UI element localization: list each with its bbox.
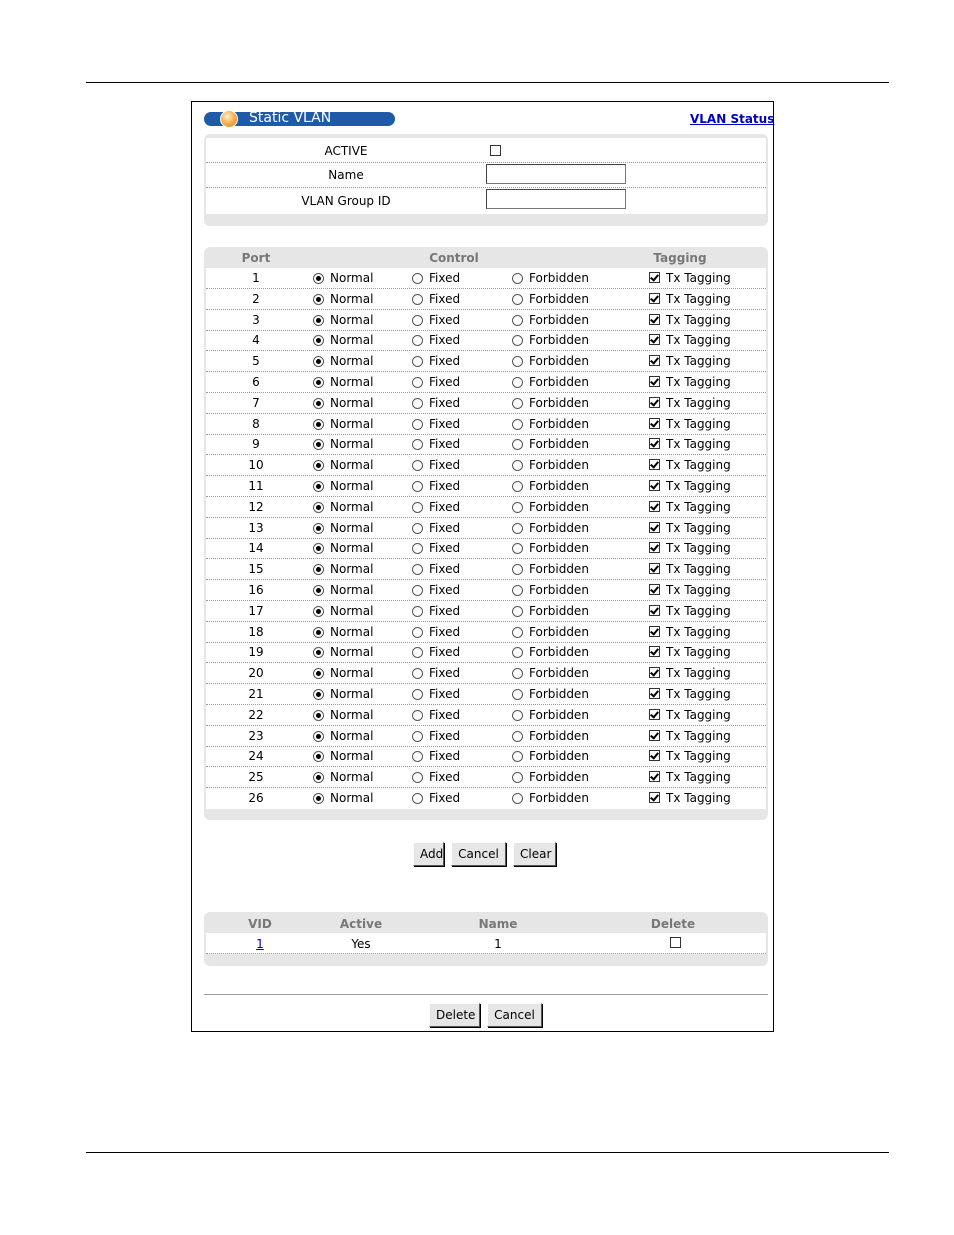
tx-tagging-checkbox[interactable] — [649, 272, 660, 283]
fixed-label: Fixed — [429, 354, 461, 369]
fixed-label: Fixed — [429, 749, 461, 764]
fixed-radio[interactable] — [412, 627, 423, 638]
port-row — [206, 746, 766, 767]
forbidden-label: Forbidden — [529, 541, 589, 556]
normal-radio[interactable] — [313, 502, 324, 513]
port-number: 4 — [252, 333, 260, 348]
forbidden-radio[interactable] — [512, 585, 523, 596]
vlan-name-value: 1 — [494, 937, 502, 951]
vlan-form-panel — [204, 134, 768, 226]
fixed-label: Fixed — [429, 479, 461, 493]
group-id-row — [206, 187, 766, 213]
port-row — [206, 705, 766, 726]
fixed-radio[interactable] — [412, 523, 423, 534]
cancel-button[interactable]: Cancel — [451, 842, 506, 866]
forbidden-label: Forbidden — [529, 583, 589, 597]
fixed-radio[interactable] — [412, 439, 423, 450]
port-number: 25 — [248, 770, 264, 785]
active-label: ACTIVE — [324, 144, 368, 158]
tx-tagging-label: Tx Tagging — [666, 624, 731, 639]
fixed-label: Fixed — [429, 562, 461, 577]
tx-tagging-label: Tx Tagging — [666, 707, 731, 722]
tx-tagging-checkbox[interactable] — [649, 542, 660, 553]
fixed-radio[interactable] — [412, 335, 423, 346]
forbidden-radio[interactable] — [512, 647, 523, 658]
normal-label: Normal — [330, 624, 374, 639]
forbidden-radio[interactable] — [512, 793, 523, 804]
tx-tagging-checkbox[interactable] — [649, 792, 660, 803]
tx-tagging-label: Tx Tagging — [666, 354, 731, 369]
forbidden-label: Forbidden — [529, 791, 589, 805]
tx-tagging-label: Tx Tagging — [666, 666, 731, 681]
normal-label: Normal — [330, 666, 374, 681]
vid-link[interactable]: 1 — [256, 937, 264, 951]
normal-label: Normal — [330, 333, 374, 348]
port-row — [206, 497, 766, 518]
tx-tagging-checkbox[interactable] — [649, 730, 660, 741]
fixed-radio[interactable] — [412, 793, 423, 804]
tx-tagging-label: Tx Tagging — [666, 687, 731, 701]
normal-radio[interactable] — [313, 419, 324, 430]
tx-tagging-label: Tx Tagging — [666, 645, 731, 660]
tx-tagging-checkbox[interactable] — [649, 438, 660, 449]
forbidden-label: Forbidden — [529, 437, 589, 452]
normal-label: Normal — [330, 791, 374, 805]
normal-radio[interactable] — [313, 460, 324, 471]
fixed-radio[interactable] — [412, 315, 423, 326]
forbidden-radio[interactable] — [512, 356, 523, 367]
forbidden-label: Forbidden — [529, 645, 589, 660]
port-row — [206, 268, 766, 289]
tx-tagging-checkbox[interactable] — [649, 355, 660, 366]
forbidden-label: Forbidden — [529, 271, 589, 285]
tx-tagging-label: Tx Tagging — [666, 437, 731, 452]
port-number: 18 — [248, 624, 264, 639]
port-number: 8 — [252, 416, 260, 431]
port-row — [206, 767, 766, 788]
normal-label: Normal — [330, 291, 374, 306]
tx-tagging-label: Tx Tagging — [666, 728, 731, 743]
tx-tagging-checkbox[interactable] — [649, 771, 660, 782]
fixed-label: Fixed — [429, 437, 461, 452]
forbidden-radio[interactable] — [512, 315, 523, 326]
control-column-header: Control — [429, 251, 479, 265]
page-top-rule — [86, 82, 889, 83]
fixed-radio[interactable] — [412, 481, 423, 492]
forbidden-label: Forbidden — [529, 499, 589, 514]
tx-tagging-checkbox[interactable] — [649, 376, 660, 387]
tx-tagging-checkbox[interactable] — [649, 501, 660, 512]
fixed-label: Fixed — [429, 687, 461, 701]
port-number: 10 — [248, 458, 264, 473]
normal-label: Normal — [330, 395, 374, 410]
normal-radio[interactable] — [313, 356, 324, 367]
port-number: 22 — [248, 707, 264, 722]
clear-button[interactable]: Clear — [513, 842, 556, 866]
delete-button[interactable]: Delete — [429, 1003, 480, 1027]
tx-tagging-label: Tx Tagging — [666, 458, 731, 473]
normal-label: Normal — [330, 354, 374, 369]
delete-column-header: Delete — [650, 917, 696, 931]
forbidden-label: Forbidden — [529, 458, 589, 473]
fixed-radio[interactable] — [412, 294, 423, 305]
port-row — [206, 559, 766, 580]
fixed-label: Fixed — [429, 645, 461, 660]
fixed-radio[interactable] — [412, 564, 423, 575]
tx-tagging-checkbox[interactable] — [649, 688, 660, 699]
tx-tagging-checkbox[interactable] — [649, 314, 660, 325]
port-number: 2 — [252, 291, 260, 306]
tx-tagging-label: Tx Tagging — [666, 479, 731, 493]
tx-tagging-label: Tx Tagging — [666, 271, 731, 285]
port-number: 15 — [248, 562, 264, 577]
normal-label: Normal — [330, 687, 374, 701]
normal-label: Normal — [330, 375, 374, 389]
fixed-label: Fixed — [429, 291, 461, 306]
forbidden-label: Forbidden — [529, 333, 589, 348]
vid-column-header: VID — [248, 917, 272, 931]
normal-label: Normal — [330, 541, 374, 556]
tx-tagging-label: Tx Tagging — [666, 375, 731, 389]
tx-tagging-label: Tx Tagging — [666, 312, 731, 327]
tx-tagging-checkbox[interactable] — [649, 563, 660, 574]
vlan-group-id-label: VLAN Group ID — [301, 194, 391, 208]
forbidden-radio[interactable] — [512, 689, 523, 700]
port-row — [206, 601, 766, 622]
name-row — [206, 162, 766, 188]
forbidden-label: Forbidden — [529, 291, 589, 306]
normal-label: Normal — [330, 520, 374, 535]
normal-label: Normal — [330, 458, 374, 473]
tx-tagging-checkbox[interactable] — [649, 418, 660, 429]
tx-tagging-label: Tx Tagging — [666, 333, 731, 348]
fixed-label: Fixed — [429, 458, 461, 473]
forbidden-radio[interactable] — [512, 294, 523, 305]
normal-radio[interactable] — [313, 398, 324, 409]
forbidden-radio[interactable] — [512, 273, 523, 284]
fixed-label: Fixed — [429, 541, 461, 556]
port-row — [206, 538, 766, 559]
fixed-label: Fixed — [429, 312, 461, 327]
tx-tagging-label: Tx Tagging — [666, 541, 731, 556]
page-title: Static VLAN — [249, 110, 332, 126]
fixed-label: Fixed — [429, 791, 461, 805]
fixed-radio[interactable] — [412, 543, 423, 554]
tx-tagging-checkbox[interactable] — [649, 522, 660, 533]
fixed-label: Fixed — [429, 333, 461, 348]
forbidden-label: Forbidden — [529, 728, 589, 743]
normal-radio[interactable] — [313, 627, 324, 638]
tx-tagging-label: Tx Tagging — [666, 291, 731, 306]
fixed-radio[interactable] — [412, 419, 423, 430]
normal-label: Normal — [330, 645, 374, 660]
vlan-row — [206, 933, 766, 954]
forbidden-radio[interactable] — [512, 419, 523, 430]
forbidden-radio[interactable] — [512, 481, 523, 492]
forbidden-label: Forbidden — [529, 354, 589, 369]
ports-table-body — [206, 268, 766, 809]
fixed-label: Fixed — [429, 666, 461, 681]
ports-panel — [204, 247, 768, 820]
forbidden-label: Forbidden — [529, 707, 589, 722]
normal-radio[interactable] — [313, 710, 324, 721]
port-row — [206, 726, 766, 747]
normal-label: Normal — [330, 770, 374, 785]
fixed-label: Fixed — [429, 728, 461, 743]
forbidden-label: Forbidden — [529, 520, 589, 535]
forbidden-radio[interactable] — [512, 377, 523, 388]
vlan-status-link[interactable]: VLAN Status — [690, 112, 775, 126]
fixed-label: Fixed — [429, 603, 461, 618]
port-number: 13 — [248, 520, 264, 535]
forbidden-radio[interactable] — [512, 751, 523, 762]
fixed-radio[interactable] — [412, 377, 423, 388]
forbidden-radio[interactable] — [512, 772, 523, 783]
fixed-label: Fixed — [429, 707, 461, 722]
active-checkbox[interactable] — [490, 145, 501, 156]
normal-label: Normal — [330, 479, 374, 493]
port-row — [206, 455, 766, 476]
forbidden-label: Forbidden — [529, 770, 589, 785]
normal-radio[interactable] — [313, 335, 324, 346]
forbidden-radio[interactable] — [512, 335, 523, 346]
forbidden-radio[interactable] — [512, 606, 523, 617]
normal-radio[interactable] — [313, 523, 324, 534]
port-row — [206, 393, 766, 414]
port-number: 3 — [252, 312, 260, 327]
tx-tagging-checkbox[interactable] — [649, 584, 660, 595]
forbidden-label: Forbidden — [529, 687, 589, 701]
tx-tagging-label: Tx Tagging — [666, 499, 731, 514]
active-column-header: Active — [339, 917, 383, 931]
port-number: 24 — [248, 749, 264, 764]
fixed-radio[interactable] — [412, 751, 423, 762]
title-bar — [204, 112, 395, 126]
port-number: 16 — [248, 583, 264, 597]
normal-label: Normal — [330, 562, 374, 577]
normal-radio[interactable] — [313, 668, 324, 679]
tx-tagging-label: Tx Tagging — [666, 770, 731, 785]
port-row — [206, 289, 766, 310]
tx-tagging-checkbox[interactable] — [649, 709, 660, 720]
normal-label: Normal — [330, 603, 374, 618]
port-row — [206, 788, 766, 808]
fixed-label: Fixed — [429, 395, 461, 410]
tx-tagging-label: Tx Tagging — [666, 395, 731, 410]
forbidden-radio[interactable] — [512, 710, 523, 721]
forbidden-label: Forbidden — [529, 312, 589, 327]
port-column-header: Port — [241, 251, 271, 265]
port-number: 17 — [248, 603, 264, 618]
name-label: Name — [328, 168, 364, 182]
port-row — [206, 434, 766, 455]
forbidden-radio[interactable] — [512, 731, 523, 742]
normal-label: Normal — [330, 583, 374, 597]
port-number: 21 — [248, 687, 264, 701]
fixed-label: Fixed — [429, 499, 461, 514]
vlan-active-value: Yes — [351, 937, 371, 951]
fixed-radio[interactable] — [412, 668, 423, 679]
normal-radio[interactable] — [313, 772, 324, 783]
forbidden-radio[interactable] — [512, 627, 523, 638]
fixed-radio[interactable] — [412, 460, 423, 471]
port-row — [206, 310, 766, 331]
normal-radio[interactable] — [313, 689, 324, 700]
tx-tagging-label: Tx Tagging — [666, 562, 731, 577]
vlan-list-panel — [204, 912, 768, 966]
bottom-cancel-button[interactable]: Cancel — [487, 1003, 542, 1027]
active-row — [206, 138, 766, 163]
port-number: 12 — [248, 499, 264, 514]
port-row — [206, 580, 766, 601]
forbidden-label: Forbidden — [529, 603, 589, 618]
port-number: 9 — [252, 437, 260, 452]
normal-label: Normal — [330, 416, 374, 431]
port-number: 6 — [252, 375, 260, 389]
normal-label: Normal — [330, 499, 374, 514]
forbidden-radio[interactable] — [512, 439, 523, 450]
normal-radio[interactable] — [313, 481, 324, 492]
fixed-radio[interactable] — [412, 502, 423, 513]
delete-checkbox[interactable] — [670, 937, 681, 948]
normal-radio[interactable] — [313, 731, 324, 742]
forbidden-radio[interactable] — [512, 543, 523, 554]
forbidden-label: Forbidden — [529, 479, 589, 493]
fixed-label: Fixed — [429, 583, 461, 597]
port-row — [206, 622, 766, 643]
normal-label: Normal — [330, 271, 374, 285]
fixed-radio[interactable] — [412, 731, 423, 742]
port-number: 20 — [248, 666, 264, 681]
fixed-radio[interactable] — [412, 356, 423, 367]
port-number: 7 — [252, 395, 260, 410]
normal-radio[interactable] — [313, 606, 324, 617]
tx-tagging-checkbox[interactable] — [649, 480, 660, 491]
name-input[interactable] — [486, 164, 626, 184]
forbidden-radio[interactable] — [512, 460, 523, 471]
port-row — [206, 476, 766, 497]
normal-radio[interactable] — [313, 564, 324, 575]
normal-radio[interactable] — [313, 439, 324, 450]
vlan-group-id-input[interactable] — [486, 189, 626, 209]
fixed-radio[interactable] — [412, 398, 423, 409]
fixed-label: Fixed — [429, 375, 461, 389]
normal-radio[interactable] — [313, 647, 324, 658]
tx-tagging-checkbox[interactable] — [649, 626, 660, 637]
normal-radio[interactable] — [313, 377, 324, 388]
normal-radio[interactable] — [313, 793, 324, 804]
tx-tagging-label: Tx Tagging — [666, 520, 731, 535]
fixed-radio[interactable] — [412, 647, 423, 658]
port-row — [206, 372, 766, 393]
normal-label: Normal — [330, 437, 374, 452]
forbidden-label: Forbidden — [529, 749, 589, 764]
tx-tagging-checkbox[interactable] — [649, 334, 660, 345]
normal-radio[interactable] — [313, 543, 324, 554]
forbidden-label: Forbidden — [529, 666, 589, 681]
fixed-label: Fixed — [429, 520, 461, 535]
forbidden-label: Forbidden — [529, 624, 589, 639]
port-number: 23 — [248, 728, 264, 743]
port-row — [206, 330, 766, 351]
tx-tagging-label: Tx Tagging — [666, 749, 731, 764]
fixed-label: Fixed — [429, 770, 461, 785]
forbidden-label: Forbidden — [529, 395, 589, 410]
fixed-radio[interactable] — [412, 606, 423, 617]
tx-tagging-label: Tx Tagging — [666, 791, 731, 805]
forbidden-radio[interactable] — [512, 564, 523, 575]
port-number: 14 — [248, 541, 264, 556]
fixed-radio[interactable] — [412, 689, 423, 700]
name-column-header: Name — [478, 917, 518, 931]
forbidden-label: Forbidden — [529, 416, 589, 431]
fixed-label: Fixed — [429, 416, 461, 431]
forbidden-label: Forbidden — [529, 375, 589, 389]
port-row — [206, 663, 766, 684]
normal-radio[interactable] — [313, 585, 324, 596]
port-row — [206, 684, 766, 705]
tx-tagging-checkbox[interactable] — [649, 459, 660, 470]
port-number: 26 — [248, 791, 264, 805]
tx-tagging-checkbox[interactable] — [649, 646, 660, 657]
tx-tagging-checkbox[interactable] — [649, 605, 660, 616]
normal-label: Normal — [330, 312, 374, 327]
normal-label: Normal — [330, 728, 374, 743]
port-row — [206, 414, 766, 435]
port-row — [206, 351, 766, 372]
tx-tagging-checkbox[interactable] — [649, 667, 660, 678]
add-button[interactable]: Add — [413, 842, 444, 866]
port-row — [206, 642, 766, 663]
divider — [204, 994, 768, 995]
fixed-label: Fixed — [429, 271, 461, 285]
orb-icon — [220, 110, 238, 128]
port-number: 19 — [248, 645, 264, 660]
fixed-radio[interactable] — [412, 273, 423, 284]
fixed-label: Fixed — [429, 624, 461, 639]
tx-tagging-checkbox[interactable] — [649, 293, 660, 304]
forbidden-radio[interactable] — [512, 668, 523, 679]
fixed-radio[interactable] — [412, 710, 423, 721]
port-number: 1 — [252, 271, 260, 285]
page-bottom-rule — [86, 1152, 889, 1153]
fixed-radio[interactable] — [412, 585, 423, 596]
normal-radio[interactable] — [313, 751, 324, 762]
normal-label: Normal — [330, 707, 374, 722]
forbidden-label: Forbidden — [529, 562, 589, 577]
forbidden-radio[interactable] — [512, 398, 523, 409]
tx-tagging-label: Tx Tagging — [666, 416, 731, 431]
port-number: 11 — [248, 479, 264, 493]
tx-tagging-label: Tx Tagging — [666, 603, 731, 618]
tx-tagging-checkbox[interactable] — [649, 750, 660, 761]
normal-label: Normal — [330, 749, 374, 764]
fixed-radio[interactable] — [412, 772, 423, 783]
forbidden-radio[interactable] — [512, 502, 523, 513]
port-number: 5 — [252, 354, 260, 369]
tx-tagging-checkbox[interactable] — [649, 397, 660, 408]
normal-radio[interactable] — [313, 315, 324, 326]
port-row — [206, 518, 766, 539]
normal-radio[interactable] — [313, 294, 324, 305]
tx-tagging-label: Tx Tagging — [666, 583, 731, 597]
forbidden-radio[interactable] — [512, 523, 523, 534]
tagging-column-header: Tagging — [653, 251, 707, 265]
normal-radio[interactable] — [313, 273, 324, 284]
